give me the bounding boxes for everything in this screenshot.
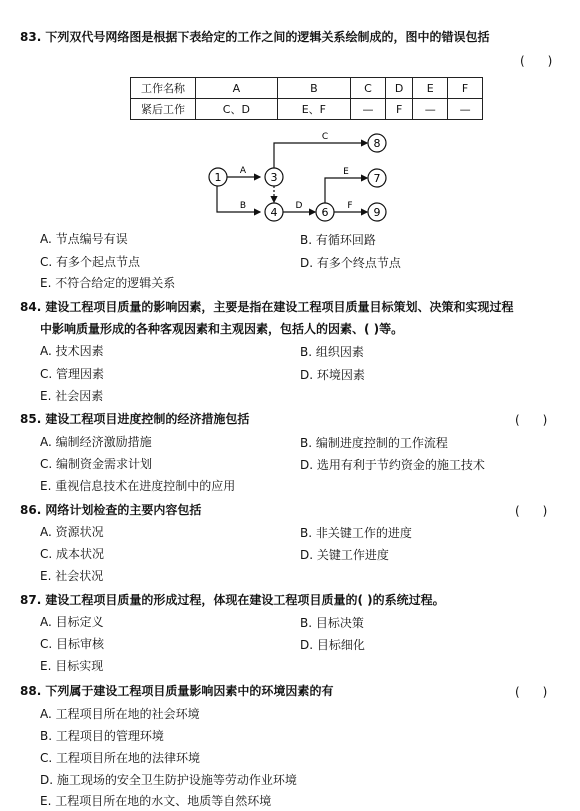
question-88-text: 88. 下列属于建设工程项目质量影响因素中的环境因素的有 bbox=[20, 684, 334, 698]
node-label: 1 bbox=[214, 171, 222, 184]
q85-option-a: A. 编制经济激励措施 bbox=[40, 435, 152, 449]
q86-option-d: D. 关键工作进度 bbox=[300, 548, 389, 562]
q88-option-a: A. 工程项目所在地的社会环境 bbox=[40, 707, 200, 721]
node-label: 4 bbox=[270, 206, 278, 219]
table-cell: 工作名称 bbox=[131, 78, 196, 99]
table-cell: C bbox=[351, 78, 386, 99]
table-cell: F bbox=[385, 99, 413, 120]
q86-option-a: A. 资源状况 bbox=[40, 525, 104, 539]
network-diagram bbox=[200, 130, 400, 230]
edge-label: B bbox=[239, 201, 247, 211]
q88-option-c: C. 工程项目所在地的法律环境 bbox=[40, 751, 201, 765]
node-label: 3 bbox=[270, 171, 278, 184]
q86-option-b: B. 非关键工作的进度 bbox=[300, 526, 412, 540]
q85-option-e: E. 重视信息技术在进度控制中的应用 bbox=[40, 479, 236, 493]
question-84-text-line-2: 中影响质量形成的各种客观因素和主观因素，包括人的因素、( )等。 bbox=[40, 322, 404, 336]
q88-option-e: E. 工程项目所在地的水文、地质等自然环境 bbox=[40, 794, 272, 808]
question-86-text: 86. 网络计划检查的主要内容包括 bbox=[20, 503, 202, 517]
edge-label: C bbox=[321, 132, 329, 142]
q87-option-e: E. 目标实现 bbox=[40, 659, 104, 673]
table-cell: — bbox=[448, 99, 483, 120]
node-label: 9 bbox=[373, 206, 381, 219]
table-row bbox=[131, 78, 483, 99]
q83-option-b: B. 有循环回路 bbox=[300, 233, 376, 247]
table-cell: D bbox=[385, 78, 413, 99]
table-cell: — bbox=[413, 99, 448, 120]
question-84-text-line-1: 84. 建设工程项目质量的影响因素，主要是指在建设工程项目质量目标策划、决策和实现过程 bbox=[20, 300, 514, 314]
table-cell: E bbox=[413, 78, 448, 99]
q88-option-d: D. 施工现场的安全卫生防护设施等劳动作业环境 bbox=[40, 773, 297, 787]
table-cell: F bbox=[448, 78, 483, 99]
q84-option-d: D. 环境因素 bbox=[300, 368, 365, 382]
q83-option-d: D. 有多个终点节点 bbox=[300, 256, 401, 270]
q84-option-a: A. 技术因素 bbox=[40, 344, 104, 358]
question-86-answer-blank: ( ) bbox=[515, 504, 548, 518]
edge-label: E bbox=[343, 167, 349, 177]
q87-option-b: B. 目标决策 bbox=[300, 616, 364, 630]
q87-option-a: A. 目标定义 bbox=[40, 615, 104, 629]
q85-option-d: D. 选用有利于节约资金的施工技术 bbox=[300, 458, 485, 472]
table-row bbox=[131, 99, 483, 120]
q86-option-c: C. 成本状况 bbox=[40, 547, 105, 561]
arrow-c bbox=[274, 143, 367, 168]
arrow-e bbox=[325, 178, 367, 203]
q84-option-c: C. 管理因素 bbox=[40, 367, 105, 381]
q83-option-a: A. 节点编号有误 bbox=[40, 232, 128, 246]
question-83-text: 83. 下列双代号网络图是根据下表给定的工作之间的逻辑关系绘制成的，图中的错误包括 bbox=[20, 30, 490, 44]
q84-option-b: B. 组织因素 bbox=[300, 345, 364, 359]
question-88-answer-blank: ( ) bbox=[515, 685, 548, 699]
q87-option-c: C. 目标审核 bbox=[40, 637, 105, 651]
q83-option-e: E. 不符合给定的逻辑关系 bbox=[40, 276, 176, 290]
table-cell: C、D bbox=[196, 99, 278, 120]
table-cell: E、F bbox=[277, 99, 350, 120]
node-label: 8 bbox=[373, 137, 381, 150]
table-cell: 紧后工作 bbox=[131, 99, 196, 120]
table-cell: B bbox=[277, 78, 350, 99]
arrow-b bbox=[217, 186, 260, 212]
edge-label: F bbox=[347, 201, 353, 211]
q85-option-b: B. 编制进度控制的工作流程 bbox=[300, 436, 448, 450]
question-85-text: 85. 建设工程项目进度控制的经济措施包括 bbox=[20, 412, 250, 426]
q88-option-b: B. 工程项目的管理环境 bbox=[40, 729, 164, 743]
q85-option-c: C. 编制资金需求计划 bbox=[40, 457, 153, 471]
q86-option-e: E. 社会状况 bbox=[40, 569, 104, 583]
table-cell: — bbox=[351, 99, 386, 120]
q87-option-d: D. 目标细化 bbox=[300, 638, 365, 652]
edge-label: A bbox=[239, 166, 247, 176]
q84-option-e: E. 社会因素 bbox=[40, 389, 104, 403]
q83-option-c: C. 有多个起点节点 bbox=[40, 255, 141, 269]
question-85-answer-blank: ( ) bbox=[515, 413, 548, 427]
node-label: 7 bbox=[373, 172, 381, 185]
node-label: 6 bbox=[321, 206, 329, 219]
question-87-text: 87. 建设工程项目质量的形成过程，体现在建设工程项目质量的( )的系统过程。 bbox=[20, 593, 445, 607]
edge-label: D bbox=[295, 201, 303, 211]
table-cell: A bbox=[196, 78, 278, 99]
question-83-answer-blank: ( ) bbox=[520, 54, 553, 68]
work-relation-table bbox=[130, 77, 483, 120]
